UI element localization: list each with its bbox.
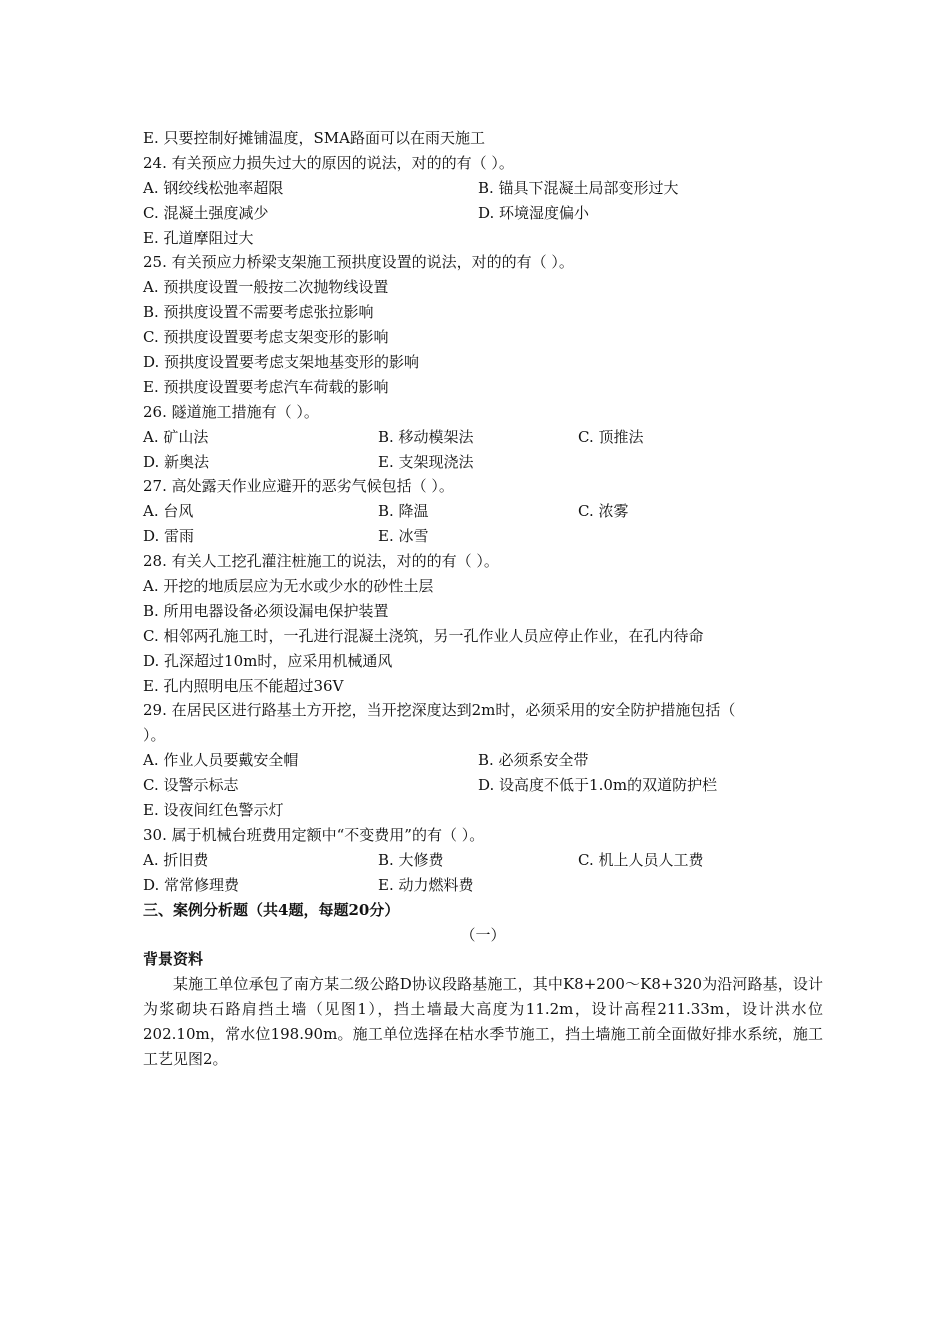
q26-option-c: C. 顶推法 bbox=[578, 427, 644, 446]
q27-option-b: B. 降温 bbox=[378, 502, 429, 521]
q24-option-d: D. 环境湿度偏小 bbox=[478, 203, 590, 222]
q25-option-a: A. 预拱度设置一般按二次抛物线设置 bbox=[143, 278, 389, 297]
q24-option-e: E. 孔道摩阻过大 bbox=[143, 228, 254, 247]
q28-stem: 28. 有关人工挖孔灌注桩施工的说法，对的的有（ ）。 bbox=[143, 552, 499, 571]
q28-option-a: A. 开挖的地质层应为无水或少水的砂性土层 bbox=[143, 577, 434, 596]
q29-option-a: A. 作业人员要戴安全帽 bbox=[143, 751, 299, 770]
q29-options-cd bbox=[143, 773, 823, 798]
case-1-body: 某施工单位承包了南方某二级公路D协议段路基施工，其中K8+200～K8+320为沿河路基，设计为浆砌块石路肩挡土墙（见图1），挡土墙最大高度为11.2m，设计高程211.33m，设计洪水位202.10m，常水位198.90m。施工单位选择在枯水季节施工，挡土墙施工前全面做好排水系统，施工工艺见图2。 bbox=[143, 975, 823, 1069]
q29-options-ab bbox=[143, 748, 823, 773]
q30-options-abc bbox=[143, 848, 823, 873]
q26-option-d: D. 新奥法 bbox=[143, 452, 210, 471]
q26-stem: 26. 隧道施工措施有（ ）。 bbox=[143, 402, 319, 421]
section-3-heading: 三、案例分析题（共4题，每题20分） bbox=[143, 900, 400, 919]
q24-option-b: B. 锚具下混凝土局部变形过大 bbox=[478, 178, 679, 197]
q25-option-b: B. 预拱度设置不需要考虑张拉影响 bbox=[143, 303, 374, 322]
q27-stem: 27. 高处露天作业应避开的恶劣气候包括（ ）。 bbox=[143, 477, 454, 496]
q26-options-de bbox=[143, 450, 823, 475]
q29-option-d: D. 设高度不低于1.0m的双道防护栏 bbox=[478, 776, 718, 795]
q29-stem: 29. 在居民区进行路基土方开挖，当开挖深度达到2m时，必须采用的安全防护措施包括（ bbox=[143, 701, 736, 720]
q24-options-cd bbox=[143, 201, 823, 226]
q30-option-a: A. 折旧费 bbox=[143, 850, 209, 869]
q29-option-c: C. 设警示标志 bbox=[143, 776, 239, 795]
document-page bbox=[143, 126, 823, 1072]
q25-option-c: C. 预拱度设置要考虑支架变形的影响 bbox=[143, 328, 389, 347]
q27-option-a: A. 台风 bbox=[143, 502, 194, 521]
q23-option-e: E. 只要控制好摊铺温度，SMA路面可以在雨天施工 bbox=[143, 129, 485, 147]
q28-option-d: D. 孔深超过10m时，应采用机械通风 bbox=[143, 651, 393, 670]
q24-options-ab bbox=[143, 176, 823, 201]
q25-option-d: D. 预拱度设置要考虑支架地基变形的影响 bbox=[143, 353, 420, 372]
q29-stem-cont: ）。 bbox=[143, 726, 166, 745]
q27-options-abc bbox=[143, 499, 823, 524]
q26-option-e: E. 支架现浇法 bbox=[378, 452, 474, 471]
q30-options-de bbox=[143, 873, 823, 898]
q30-option-d: D. 常常修理费 bbox=[143, 875, 240, 894]
case-1-number: （一） bbox=[460, 925, 506, 944]
q27-option-d: D. 雷雨 bbox=[143, 527, 195, 546]
q24-option-c: C. 混凝土强度减少 bbox=[143, 203, 269, 222]
q25-option-e: E. 预拱度设置要考虑汽车荷载的影响 bbox=[143, 377, 389, 396]
q29-option-b: B. 必须系安全带 bbox=[478, 751, 589, 770]
q27-options-de bbox=[143, 524, 823, 549]
q28-option-e: E. 孔内照明电压不能超过36V bbox=[143, 676, 344, 695]
q30-option-b: B. 大修费 bbox=[378, 850, 444, 869]
q28-option-c: C. 相邻两孔施工时，一孔进行混凝土浇筑，另一孔作业人员应停止作业，在孔内待命 bbox=[143, 626, 704, 645]
q24-option-a: A. 钢绞线松弛率超限 bbox=[143, 178, 284, 197]
q26-option-a: A. 矿山法 bbox=[143, 427, 209, 446]
q27-option-e: E. 冰雪 bbox=[378, 527, 429, 546]
q25-stem: 25. 有关预应力桥梁支架施工预拱度设置的说法，对的的有（ ）。 bbox=[143, 253, 574, 272]
q30-option-e: E. 动力燃料费 bbox=[378, 875, 474, 894]
q26-option-b: B. 移动模架法 bbox=[378, 427, 474, 446]
q27-option-c: C. 浓雾 bbox=[578, 502, 629, 521]
q30-option-c: C. 机上人员人工费 bbox=[578, 850, 704, 869]
q24-stem: 24. 有关预应力损失过大的原因的说法，对的的有（ ）。 bbox=[143, 153, 514, 172]
q28-option-b: B. 所用电器设备必须设漏电保护装置 bbox=[143, 601, 389, 620]
q29-option-e: E. 设夜间红色警示灯 bbox=[143, 801, 284, 820]
q26-options-abc bbox=[143, 425, 823, 450]
case-1-heading: 背景资料 bbox=[143, 950, 204, 969]
q30-stem: 30. 属于机械台班费用定额中“不变费用”的有（ ）。 bbox=[143, 825, 485, 844]
